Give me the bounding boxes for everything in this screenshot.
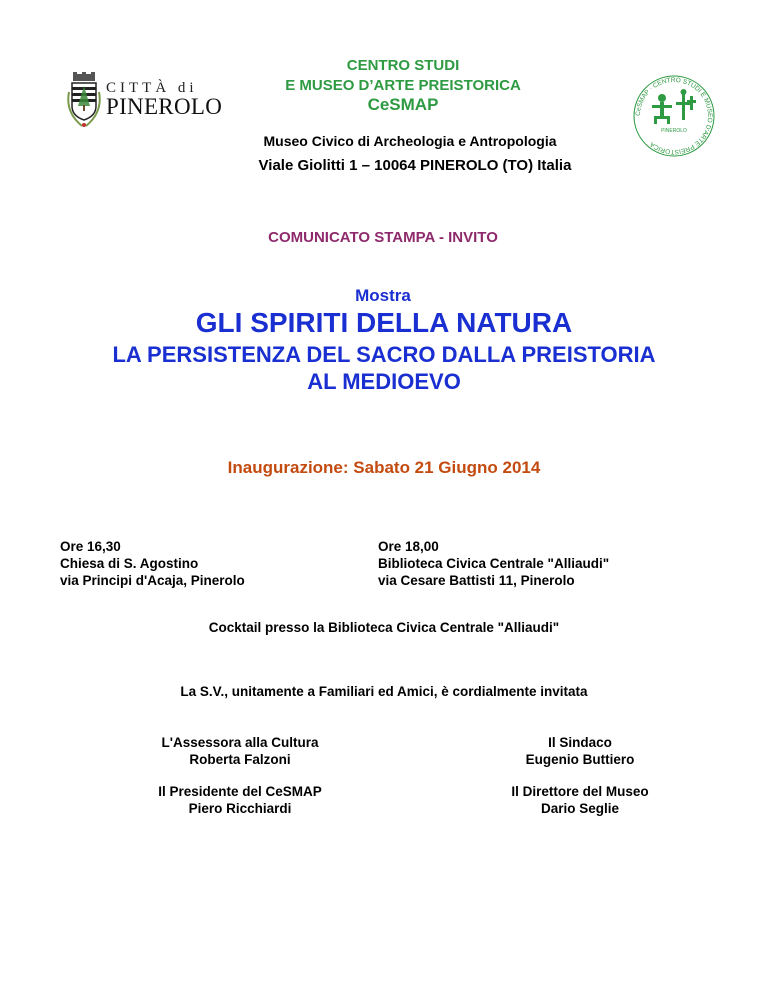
signatory-direttore: [480, 783, 680, 817]
venue-place: Chiesa di S. Agostino: [60, 556, 199, 571]
exhibition-title: GLI SPIRITI DELLA NATURA: [195, 307, 573, 338]
logo-pinerolo-text: PINEROLO: [106, 94, 223, 119]
signatory-name: Eugenio Buttiero: [525, 752, 635, 767]
venue-address: via Cesare Battisti 11, Pinerolo: [378, 573, 575, 588]
signatory-role: L'Assessora alla Cultura: [161, 735, 319, 750]
signatory-role: Il Direttore del Museo: [511, 784, 649, 799]
cesmap-inner-text: PINEROLO: [661, 128, 687, 134]
venue-time: Ore 16,30: [60, 539, 121, 554]
venue-address: via Principi d'Acaja, Pinerolo: [60, 573, 245, 588]
signatory-role: Il Presidente del CeSMAP: [158, 784, 322, 799]
city-crest-icon: [66, 72, 102, 128]
signatory-role: Il Sindaco: [548, 735, 612, 750]
subtitle-line-2: AL MEDIOEVO: [307, 369, 461, 394]
signatory-name: Roberta Falzoni: [189, 752, 291, 767]
venue-left: [60, 538, 360, 589]
venue-time: Ore 18,00: [378, 539, 439, 554]
museo-arte-preistorica-line: E MUSEO D’ARTE PREISTORICA: [285, 77, 521, 94]
signatory-name: Dario Seglie: [540, 801, 620, 816]
subtitle-line-1: LA PERSISTENZA DEL SACRO DALLA PREISTORIA: [112, 342, 656, 367]
venue-place: Biblioteca Civica Centrale "Alliaudi": [378, 556, 610, 571]
signatory-name: Piero Ricchiardi: [188, 801, 292, 816]
signatory-presidente: [120, 783, 360, 817]
cesmap-acronym: CeSMAP: [367, 95, 439, 114]
signatory-assessora: [130, 734, 350, 768]
cesmap-ring-text: CeSMAP · CENTRO STUDI E MUSEO D'ARTE PREISTORICA: [634, 76, 714, 156]
citta-di-pinerolo-logo: [66, 72, 223, 128]
exhibition-subtitle: [40, 341, 728, 395]
logo-citta-text: CITTÀ di: [106, 80, 198, 96]
inauguration-date: Inaugurazione: Sabato 21 Giugno 2014: [227, 458, 541, 477]
comunicato-heading: COMUNICATO STAMPA - INVITO: [268, 229, 498, 246]
signatory-sindaco: [480, 734, 680, 768]
cocktail-line: Cocktail presso la Biblioteca Civica Centrale "Alliaudi": [208, 620, 560, 635]
invitation-line: La S.V., unitamente a Familiari ed Amici, è cordialmente invitata: [180, 684, 588, 699]
venue-right: [378, 538, 698, 589]
centro-studi-line: CENTRO STUDI: [346, 57, 460, 74]
address-line: Viale Giolitti 1 – 10064 PINEROLO (TO) Italia: [258, 157, 572, 174]
mostra-label: Mostra: [355, 286, 411, 305]
museo-civico-line: Museo Civico di Archeologia e Antropologia: [263, 133, 557, 149]
petroglyph-figures-icon: [652, 89, 696, 124]
